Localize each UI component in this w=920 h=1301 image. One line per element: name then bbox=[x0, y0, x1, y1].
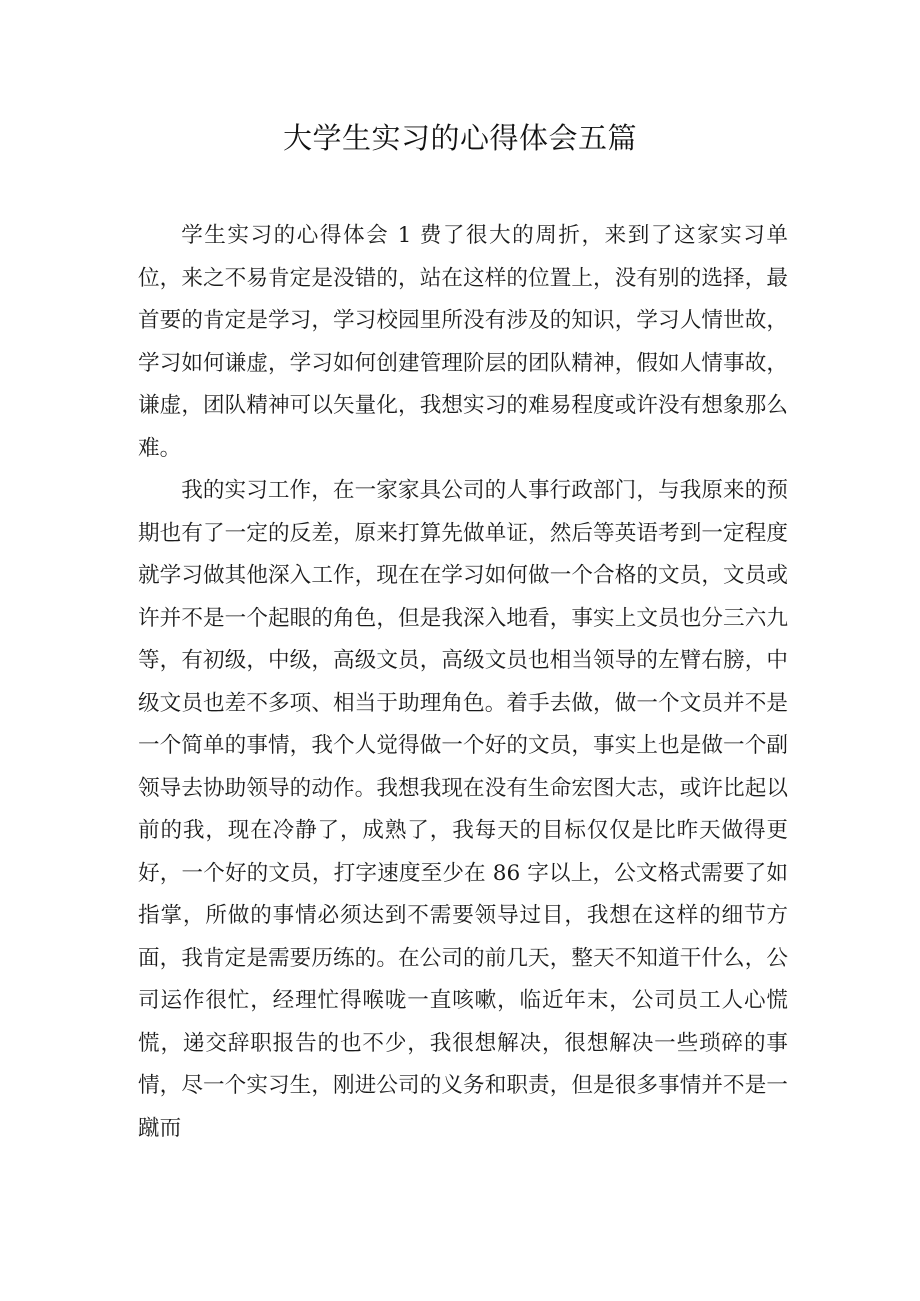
document-body bbox=[138, 215, 788, 1150]
paragraph-1: 学生实习的心得体会 1 费了很大的周折，来到了这家实习单位，来之不易肯定是没错的，站在这样的位置上，没有别的选择，最首要的肯定是学习，学习校园里所没有涉及的知识，学习人情世故，学习如何谦虚，学习如何创建管理阶层的团队精神，假如人情事故，谦虚，团队精神可以矢量化，我想实习的难易程度或许没有想象那么难。 bbox=[138, 223, 788, 461]
paragraph-2: 我的实习工作，在一家家具公司的人事行政部门，与我原来的预期也有了一定的反差，原来打算先做单证，然后等英语考到一定程度就学习做其他深入工作，现在在学习如何做一个合格的文员，文员或许并不是一个起眼的角色，但是我深入地看，事实上文员也分三六九等，有初级，中级，高级文员，高级文员也相当领导的左臂右膀，中级文员也差不多项、相当于助理角色。着手去做，做一个文员并不是一个简单的事情，我个人觉得做一个好的文员，事实上也是做一个副领导去协助领导的动作。我想我现在没有生命宏图大志，或许比起以前的我，现在冷静了，成熟了，我每天的目标仅仅是比昨天做得更好，一个好的文员，打字速度至少在 86 字以上，公文格式需要了如指掌，所做的事情必须达到不需要领导过目，我想在这样的细节方面，我肯定是需要历练的。在公司的前几天，整天不知道干什么，公司运作很忙，经理忙得喉咙一直咳嗽，临近年末，公司员工人心慌慌，递交辞职报告的也不少，我很想解决，很想解决一些琐碎的事情，尽一个实习生，刚进公司的义务和职责，但是很多事情并不是一蹴而 bbox=[138, 478, 788, 1141]
document-title: 大学生实习的心得体会五篇 bbox=[282, 121, 637, 155]
